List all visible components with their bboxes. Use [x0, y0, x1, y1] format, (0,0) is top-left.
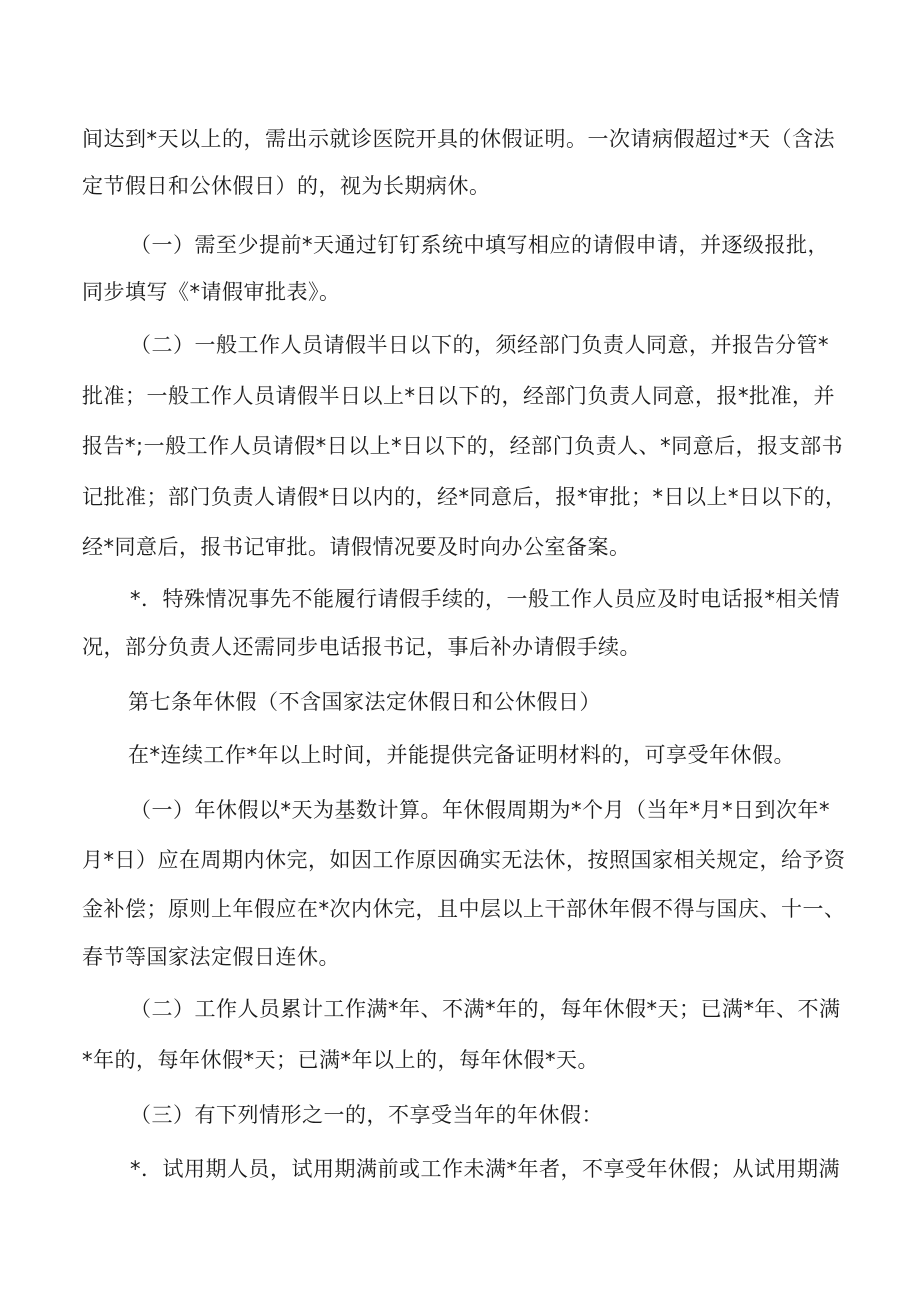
text-line: 间达到*天以上的，需出示就诊医院开具的休假证明。一次请病假超过*天（含法 [82, 127, 835, 151]
text-line: 经*同意后，报书记审批。请假情况要及时向办公室备案。 [82, 535, 631, 559]
text-line: 定节假日和公休假日）的，视为长期病休。 [82, 174, 491, 198]
text-line: 金补偿；原则上年假应在*次内休完，且中层以上干部休年假不得与国庆、十一、 [82, 897, 846, 921]
text-line: 况，部分负责人还需同步电话报书记，事后补办请假手续。 [82, 635, 641, 659]
text-line: *．特殊情况事先不能履行请假手续的，一般工作人员应及时电话报*相关情 [130, 587, 840, 611]
section-heading: 第七条年休假（不含国家法定休假日和公休假日） [128, 690, 601, 714]
text-line: （二）一般工作人员请假半日以下的，须经部门负责人同意，并报告分管* [130, 333, 829, 357]
text-line: 同步填写《*请假审批表》。 [82, 280, 341, 304]
text-line: （三）有下列情形之一的，不享受当年的年休假： [130, 1103, 603, 1127]
text-line: *．试用期人员，试用期满前或工作未满*年者，不享受年休假；从试用期满 [130, 1157, 840, 1181]
text-line: *年的，每年休假*天；已满*年以上的，每年休假*天。 [82, 1048, 599, 1072]
text-line: 春节等国家法定假日连休。 [82, 945, 340, 969]
text-line: （一）年休假以*天为基数计算。年休假周期为*个月（当年*月*日到次年* [130, 798, 830, 822]
text-line: 月*日）应在周期内休完，如因工作原因确实无法休，按照国家相关规定，给予资 [82, 848, 846, 872]
text-line: 记批准；部门负责人请假*日以内的，经*同意后，报*审批；*日以上*日以下的， [82, 485, 847, 509]
text-line: （一）需至少提前*天通过钉钉系统中填写相应的请假申请，并逐级报批， [130, 233, 829, 257]
text-line: （二）工作人员累计工作满*年、不满*年的，每年休假*天；已满*年、不满 [130, 997, 841, 1021]
text-line: 批准；一般工作人员请假半日以上*日以下的，经部门负责人同意，报*批准，并 [82, 384, 835, 408]
text-line: 在*连续工作*年以上时间，并能提供完备证明材料的，可享受年休假。 [128, 743, 795, 767]
text-line: 报告*;一般工作人员请假*日以上*日以下的，经部门负责人、*同意后，报支部书 [82, 434, 844, 458]
